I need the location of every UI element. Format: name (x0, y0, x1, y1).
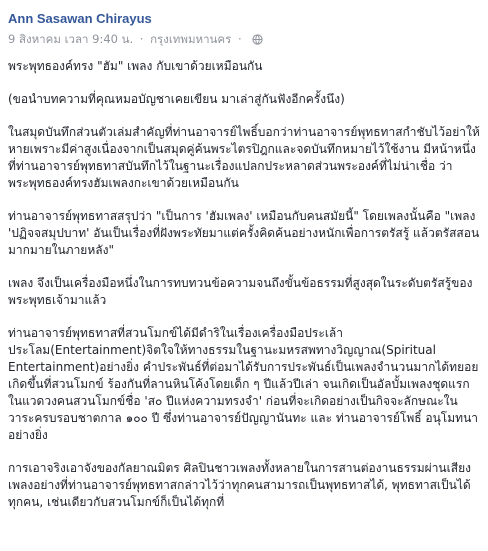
author-name-link[interactable]: Ann Sasawan Chirayus (8, 11, 152, 26)
post-paragraph: การเอาจริงเอาจังของกัลยาณมิตร ศิลปินชาวเพลงทั้งหลายในการสานต่องานธรรมผ่านเสียงเพลงอย่างที่ท่านอาจารย์พุทธทาสกล่าวไว้ว่าทุกคนสามารถเป็นพุทธทาสได้, พุทธทาสเป็นได้ทุกคน, เช่นเดียวกับสวนโมกข์ก็เป็นได้ทุกที่ (8, 461, 471, 509)
meta-separator: · (237, 32, 242, 46)
post-meta (8, 31, 480, 49)
post-header (8, 8, 480, 49)
post-body (8, 58, 480, 511)
post-paragraph: ท่านอาจารย์พุทธทาสที่สวนโมกข์ได้มีดำริในเรื่องเครื่องมือประเล้าประโลม(Entertainment)จิตใจให้ทางธรรมในฐานะมหรสพทางวิญญาณ(Spiritual Entertainment)อย่างยิ่ง คำประพันธ์ที่ต่อมาได้รับการประพันธ์เป็นเพลงจำนวนมากได้ทยอยเกิดขึ้นที่สวนโมกข์ ร้องกันที่ลานหินโค้งโดยเด็ก ๆ ปีแล้วปีเล่า จนเกิดเป็นอัลบั้มเพลงชุดแรกในแวดวงคนสวนโมกข์ชื่อ 'ส๐ ปีแห่งความทรงจำ' ก่อนที่จะเกิดอย่างเป็นกิจจะลักษณะในวาระครบรอบชาตกาล ๑๐๐ ปี ซึ่งท่านอาจารย์ปัญญานันทะ และ ท่านอาจารย์โพธิ์ อนุโมทนาอย่างยิ่ง (8, 326, 479, 442)
post-paragraph: (ขอนำบทความที่คุณหมอบัญชาเคยเขียน มาเล่าสู่กันฟังอีกครั้งนึง) (8, 92, 345, 106)
globe-icon[interactable] (252, 34, 263, 45)
post-paragraph: พระพุทธองค์ทรง "ฮัม" เพลง กับเขาด้วยเหมือนกัน (8, 59, 263, 73)
post-paragraph: เพลง จึงเป็นเครื่องมือหนึ่งในการทบทวนข้อความจนถึงขั้นข้อธรรมที่สูงสุดในระดับตรัสรู้ของพระพุทธเจ้ามาแล้ว (8, 276, 473, 307)
post-paragraph: ท่านอาจารย์พุทธทาสสรุปว่า "เป็นการ 'ฮัมเพลง' เหมือนกับคนสมัยนี้" โดยเพลงนั้นคือ "เพลง 'ปฏิจจสมุปบาท' อันเป็นเรื่องที่ฝังพระทัยมาแต่ครั้งคิดค้นอย่างหนักเพื่อการตรัสรู้ แล้วตรัสสอนมากมายในภายหลัง" (8, 209, 480, 257)
post-paragraph: ในสมุดบันทึกส่วนตัวเล่มสำคัญที่ท่านอาจารย์ไพธิ์บอกว่าท่านอาจารย์พุทธทาสกำชับไว้อย่าให้หายเพราะมีค่าสูงเนื่องจากเป็นสมุดคู่ค้นพระไตรปิฎกและจดบันทึกหมายไว้ใช้งาน มีหน้าหนึ่งที่ท่านอาจารย์พุทธทาสบันทึกไว้ในฐานะเรื่องแปลกประหลาดส่วนพระองค์ที่ไม่น่าเชื่อ ว่า พระพุทธองค์ทรงฮัมเพลงกะเขาด้วยเหมือนกัน (8, 125, 480, 190)
post-location[interactable]: กรุงเทพมหานคร (150, 32, 232, 46)
post-timestamp[interactable]: 9 สิงหาคม เวลา 9:40 น. (8, 32, 134, 46)
meta-separator: · (139, 32, 144, 46)
